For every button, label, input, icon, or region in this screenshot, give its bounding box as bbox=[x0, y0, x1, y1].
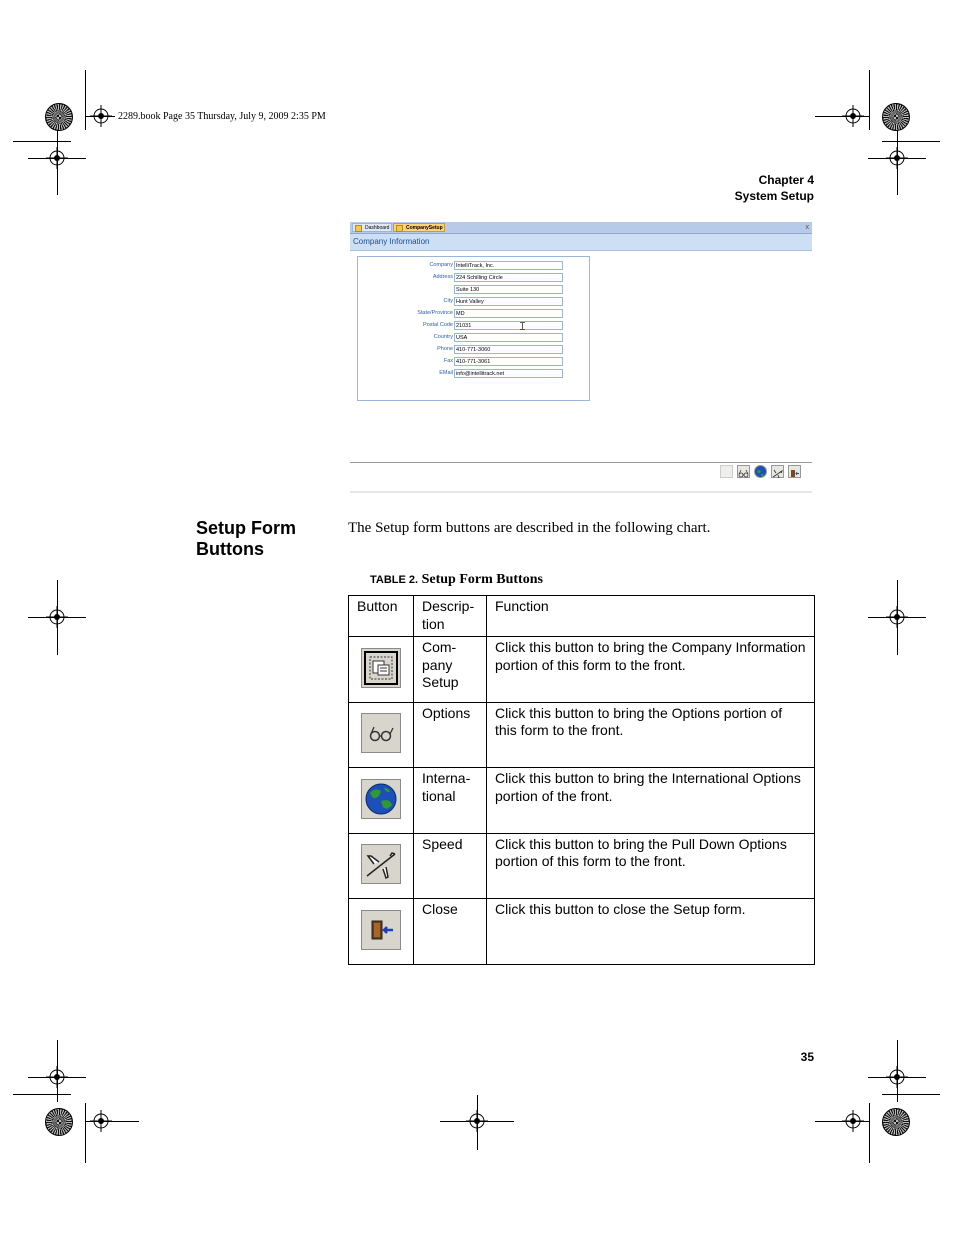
tab-bar bbox=[350, 222, 812, 234]
close-icon[interactable]: x bbox=[805, 224, 809, 231]
section-label: System Setup bbox=[734, 189, 814, 203]
registration-mark-icon bbox=[842, 105, 864, 127]
starburst-mark-icon bbox=[882, 103, 910, 131]
email-input[interactable]: info@intellitrack.net bbox=[454, 369, 563, 378]
table-row bbox=[349, 768, 815, 834]
field-company: Company IntelliTrack, Inc. bbox=[358, 261, 589, 272]
description-cell: Close bbox=[414, 899, 487, 965]
field-email: EMail info@intellitrack.net bbox=[358, 369, 589, 380]
state-input[interactable]: MD bbox=[454, 309, 563, 318]
glasses-icon[interactable] bbox=[737, 465, 750, 478]
fax-input[interactable]: 410-771-3061 bbox=[454, 357, 563, 366]
field-fax: Fax 410-771-3061 bbox=[358, 357, 589, 368]
address-input[interactable]: 224 Schilling Circle bbox=[454, 273, 563, 282]
city-input[interactable]: Hunt Valley bbox=[454, 297, 563, 306]
function-cell: Click this button to bring the International Options portion of the front. bbox=[487, 768, 815, 834]
table-number: TABLE 2. bbox=[370, 574, 419, 586]
airplane-icon[interactable] bbox=[771, 465, 784, 478]
form-title: Company Information bbox=[350, 234, 812, 251]
company-setup-disabled-icon[interactable] bbox=[720, 465, 733, 478]
company-setup-screenshot bbox=[350, 222, 812, 494]
text-cursor-icon bbox=[520, 322, 525, 330]
chapter-label: Chapter 4 bbox=[758, 173, 814, 187]
header-button: Button bbox=[349, 596, 414, 637]
table-header-row bbox=[349, 596, 815, 637]
starburst-mark-icon bbox=[45, 103, 73, 131]
registration-mark-icon bbox=[90, 105, 112, 127]
field-state: State/Province MD bbox=[358, 309, 589, 320]
table-title: Setup Form Buttons bbox=[421, 572, 543, 587]
form-icon bbox=[355, 225, 362, 232]
close-door-icon bbox=[361, 910, 401, 950]
function-cell: Click this button to bring the Company Information portion of this form to the front. bbox=[487, 637, 815, 703]
intro-paragraph: The Setup form buttons are described in the following chart. bbox=[348, 520, 711, 536]
description-cell: Interna-tional bbox=[414, 768, 487, 834]
running-header bbox=[735, 172, 814, 204]
field-city: City Hunt Valley bbox=[358, 297, 589, 308]
page-number: 35 bbox=[800, 1050, 814, 1064]
function-cell: Click this button to bring the Pull Down Options portion of this form to the front. bbox=[487, 833, 815, 899]
field-phone: Phone 410-771-3060 bbox=[358, 345, 589, 356]
exit-door-icon[interactable] bbox=[788, 465, 801, 478]
table-row bbox=[349, 899, 815, 965]
field-postal-code: Postal Code 21031 bbox=[358, 321, 589, 332]
tab-dashboard[interactable]: Dashboard bbox=[352, 223, 392, 232]
speed-airplane-icon bbox=[361, 844, 401, 884]
country-input[interactable]: USA bbox=[454, 333, 563, 342]
print-slug: 2289.book Page 35 Thursday, July 9, 2009 2:35 PM bbox=[118, 111, 326, 122]
description-cell: Speed bbox=[414, 833, 487, 899]
field-address: Address 224 Schilling Circle bbox=[358, 273, 589, 284]
header-function: Function bbox=[487, 596, 815, 637]
table-row bbox=[349, 702, 815, 768]
address2-input[interactable]: Suite 130 bbox=[454, 285, 563, 294]
table-caption bbox=[370, 572, 543, 588]
description-cell: Com-pany Setup bbox=[414, 637, 487, 703]
starburst-mark-icon bbox=[882, 1108, 910, 1136]
options-glasses-icon bbox=[361, 713, 401, 753]
field-address-2 bbox=[358, 285, 589, 296]
postal-code-input[interactable]: 21031 bbox=[454, 321, 563, 330]
header-description: Descrip-tion bbox=[414, 596, 487, 637]
company-input[interactable]: IntelliTrack, Inc. bbox=[454, 261, 563, 270]
setup-buttons-table bbox=[348, 595, 815, 965]
registration-mark-icon bbox=[90, 1110, 112, 1132]
starburst-mark-icon bbox=[45, 1108, 73, 1136]
form-icon bbox=[396, 225, 403, 232]
field-country: Country USA bbox=[358, 333, 589, 344]
table-row bbox=[349, 637, 815, 703]
table-row bbox=[349, 833, 815, 899]
function-cell: Click this button to bring the Options portion of this form to the front. bbox=[487, 702, 815, 768]
international-globe-icon bbox=[361, 779, 401, 819]
section-heading: Setup Form Buttons bbox=[196, 518, 297, 559]
setup-toolbar bbox=[350, 462, 812, 483]
phone-input[interactable]: 410-771-3060 bbox=[454, 345, 563, 354]
company-setup-icon bbox=[361, 648, 401, 688]
function-cell: Click this button to close the Setup form. bbox=[487, 899, 815, 965]
company-info-form bbox=[357, 256, 590, 401]
registration-mark-icon bbox=[842, 1110, 864, 1132]
globe-icon[interactable] bbox=[754, 465, 767, 478]
description-cell: Options bbox=[414, 702, 487, 768]
tab-company-setup[interactable]: CompanySetup bbox=[393, 223, 445, 232]
